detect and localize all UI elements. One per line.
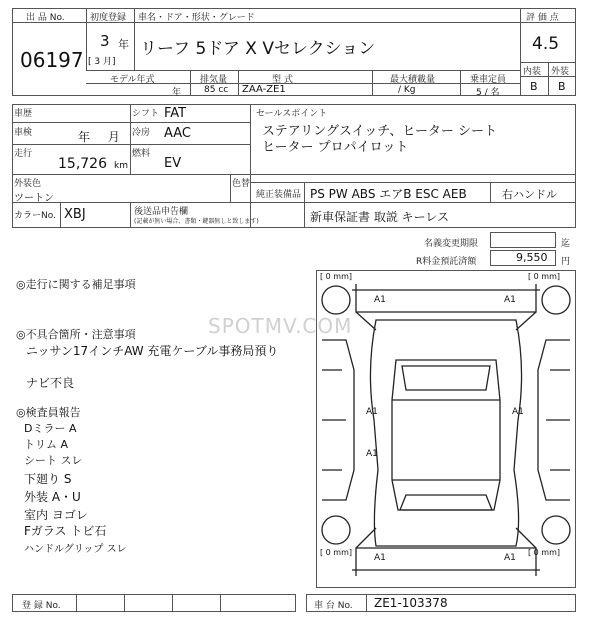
name-change-unit: 迄: [561, 239, 571, 249]
ac-label: 冷房: [132, 128, 151, 138]
ac: AAC: [164, 126, 191, 141]
inspection-label: 車検: [14, 128, 33, 138]
score: 4.5: [532, 34, 560, 54]
defects-heading: ◎不具合箇所・注意事項: [16, 328, 136, 341]
tread-rear-right: [ 0 mm]: [528, 548, 561, 557]
mileage-label: 走行: [14, 149, 33, 159]
type: ZAA-ZE1: [242, 84, 286, 95]
inspector-8: ハンドルグリップ スレ: [24, 544, 127, 555]
inspector-7: Fガラス トビ石: [24, 524, 107, 538]
max-load: / Kg: [398, 85, 416, 95]
color-change-label: 色替: [232, 179, 251, 189]
exterior-label: 外装: [551, 67, 570, 77]
first-reg-label: 初度登録: [90, 13, 127, 23]
car-name: リーフ 5ドア X Vセレクション: [140, 39, 376, 59]
equipment: PS PW ABS エアB ESC AEB: [310, 187, 467, 201]
first-reg-year: 3: [100, 32, 110, 50]
lot-label: 出 品 No.: [26, 13, 65, 23]
exterior-grade: B: [558, 80, 566, 93]
mileage: 15,726: [58, 156, 107, 172]
inspector-2: トリム A: [24, 438, 69, 451]
car-body-diagram: [316, 270, 576, 588]
tread-front-right: [ 0 mm]: [528, 272, 561, 281]
displacement: 85 cc: [204, 85, 229, 95]
defect-1: ニッサン17インチAW 充電ケーブル事務局預り: [26, 344, 279, 358]
docs-note: (記載が無い場合、書類・鍵器無しと致します): [134, 218, 259, 225]
driving-heading: ◎走行に関する補足事項: [16, 278, 136, 291]
recycle-unit: 円: [561, 257, 571, 267]
chassis-label: 車 台 No.: [314, 601, 353, 611]
inspector-heading: ◎検査員報告: [16, 406, 81, 419]
lot-number: 06197: [20, 48, 84, 72]
tread-rear-left: [ 0 mm]: [320, 548, 353, 557]
damage-mark: A1: [374, 553, 386, 563]
interior-label: 内装: [523, 67, 542, 77]
sales-point-1: ステアリングスイッチ、ヒーター シート: [262, 124, 498, 139]
color-no-label: カラーNo.: [14, 211, 56, 221]
inspector-5: 外装 A・U: [24, 490, 81, 504]
damage-mark: A1: [504, 295, 516, 305]
damage-mark: A1: [374, 295, 386, 305]
inspector-3: シート スレ: [24, 454, 83, 467]
type-label: 型 式: [272, 75, 293, 85]
displacement-label: 排気量: [200, 75, 228, 85]
name-change-field: [490, 232, 556, 248]
recycle-label: R料金預託済額: [416, 257, 477, 267]
chassis-no: ZE1-103378: [374, 596, 448, 610]
docs: 新車保証書 取説 キーレス: [310, 210, 450, 224]
first-reg-month: [ 3 月]: [88, 57, 116, 67]
recycle-value: 9,550: [516, 251, 548, 264]
damage-mark: A1: [366, 449, 378, 459]
history-label: 車歴: [14, 109, 33, 119]
damage-mark: A1: [504, 553, 516, 563]
handle: 右ハンドル: [502, 188, 557, 201]
model-year-label: モデル年式: [110, 75, 155, 85]
car-name-label: 車名・ドア・形状・グレード: [138, 13, 255, 23]
sales-label: セールスポイント: [256, 109, 328, 119]
equip-label: 純正装備品: [256, 190, 302, 200]
fuel: EV: [164, 156, 182, 171]
interior-grade: B: [530, 80, 538, 93]
shift-label: シフト: [132, 109, 160, 119]
watermark: SPOTMV.COM: [208, 314, 353, 338]
score-label: 評 価 点: [526, 13, 559, 23]
inspector-4: 下廻り S: [24, 472, 72, 486]
inspection-value: 年 月: [78, 130, 120, 144]
inspector-1: Dミラー A: [24, 422, 77, 435]
reg-no-label: 登 録 No.: [22, 601, 61, 611]
model-year-unit: 年: [172, 88, 182, 98]
name-change-label: 名義変更期限: [424, 239, 479, 249]
capacity-label: 乗車定員: [470, 75, 507, 85]
year-unit: 年: [118, 38, 129, 51]
docs-label: 後送品申告欄: [134, 207, 189, 217]
sales-point-2: ヒーター プロパイロット: [262, 140, 409, 155]
capacity: 5 / 名: [476, 88, 500, 98]
defect-2: ナビ不良: [26, 376, 75, 390]
shift: FAT: [164, 106, 187, 121]
ext-color: ツートン: [14, 193, 54, 204]
ext-color-label: 外装色: [14, 179, 42, 189]
damage-mark: A1: [512, 407, 524, 417]
tread-front-left: [ 0 mm]: [320, 272, 353, 281]
mileage-unit: km: [114, 161, 128, 171]
max-load-label: 最大積載量: [390, 75, 436, 85]
color-no: XBJ: [64, 207, 86, 222]
inspector-6: 室内 ヨゴレ: [24, 508, 88, 522]
fuel-label: 燃料: [132, 149, 151, 159]
damage-mark: A1: [366, 407, 378, 417]
